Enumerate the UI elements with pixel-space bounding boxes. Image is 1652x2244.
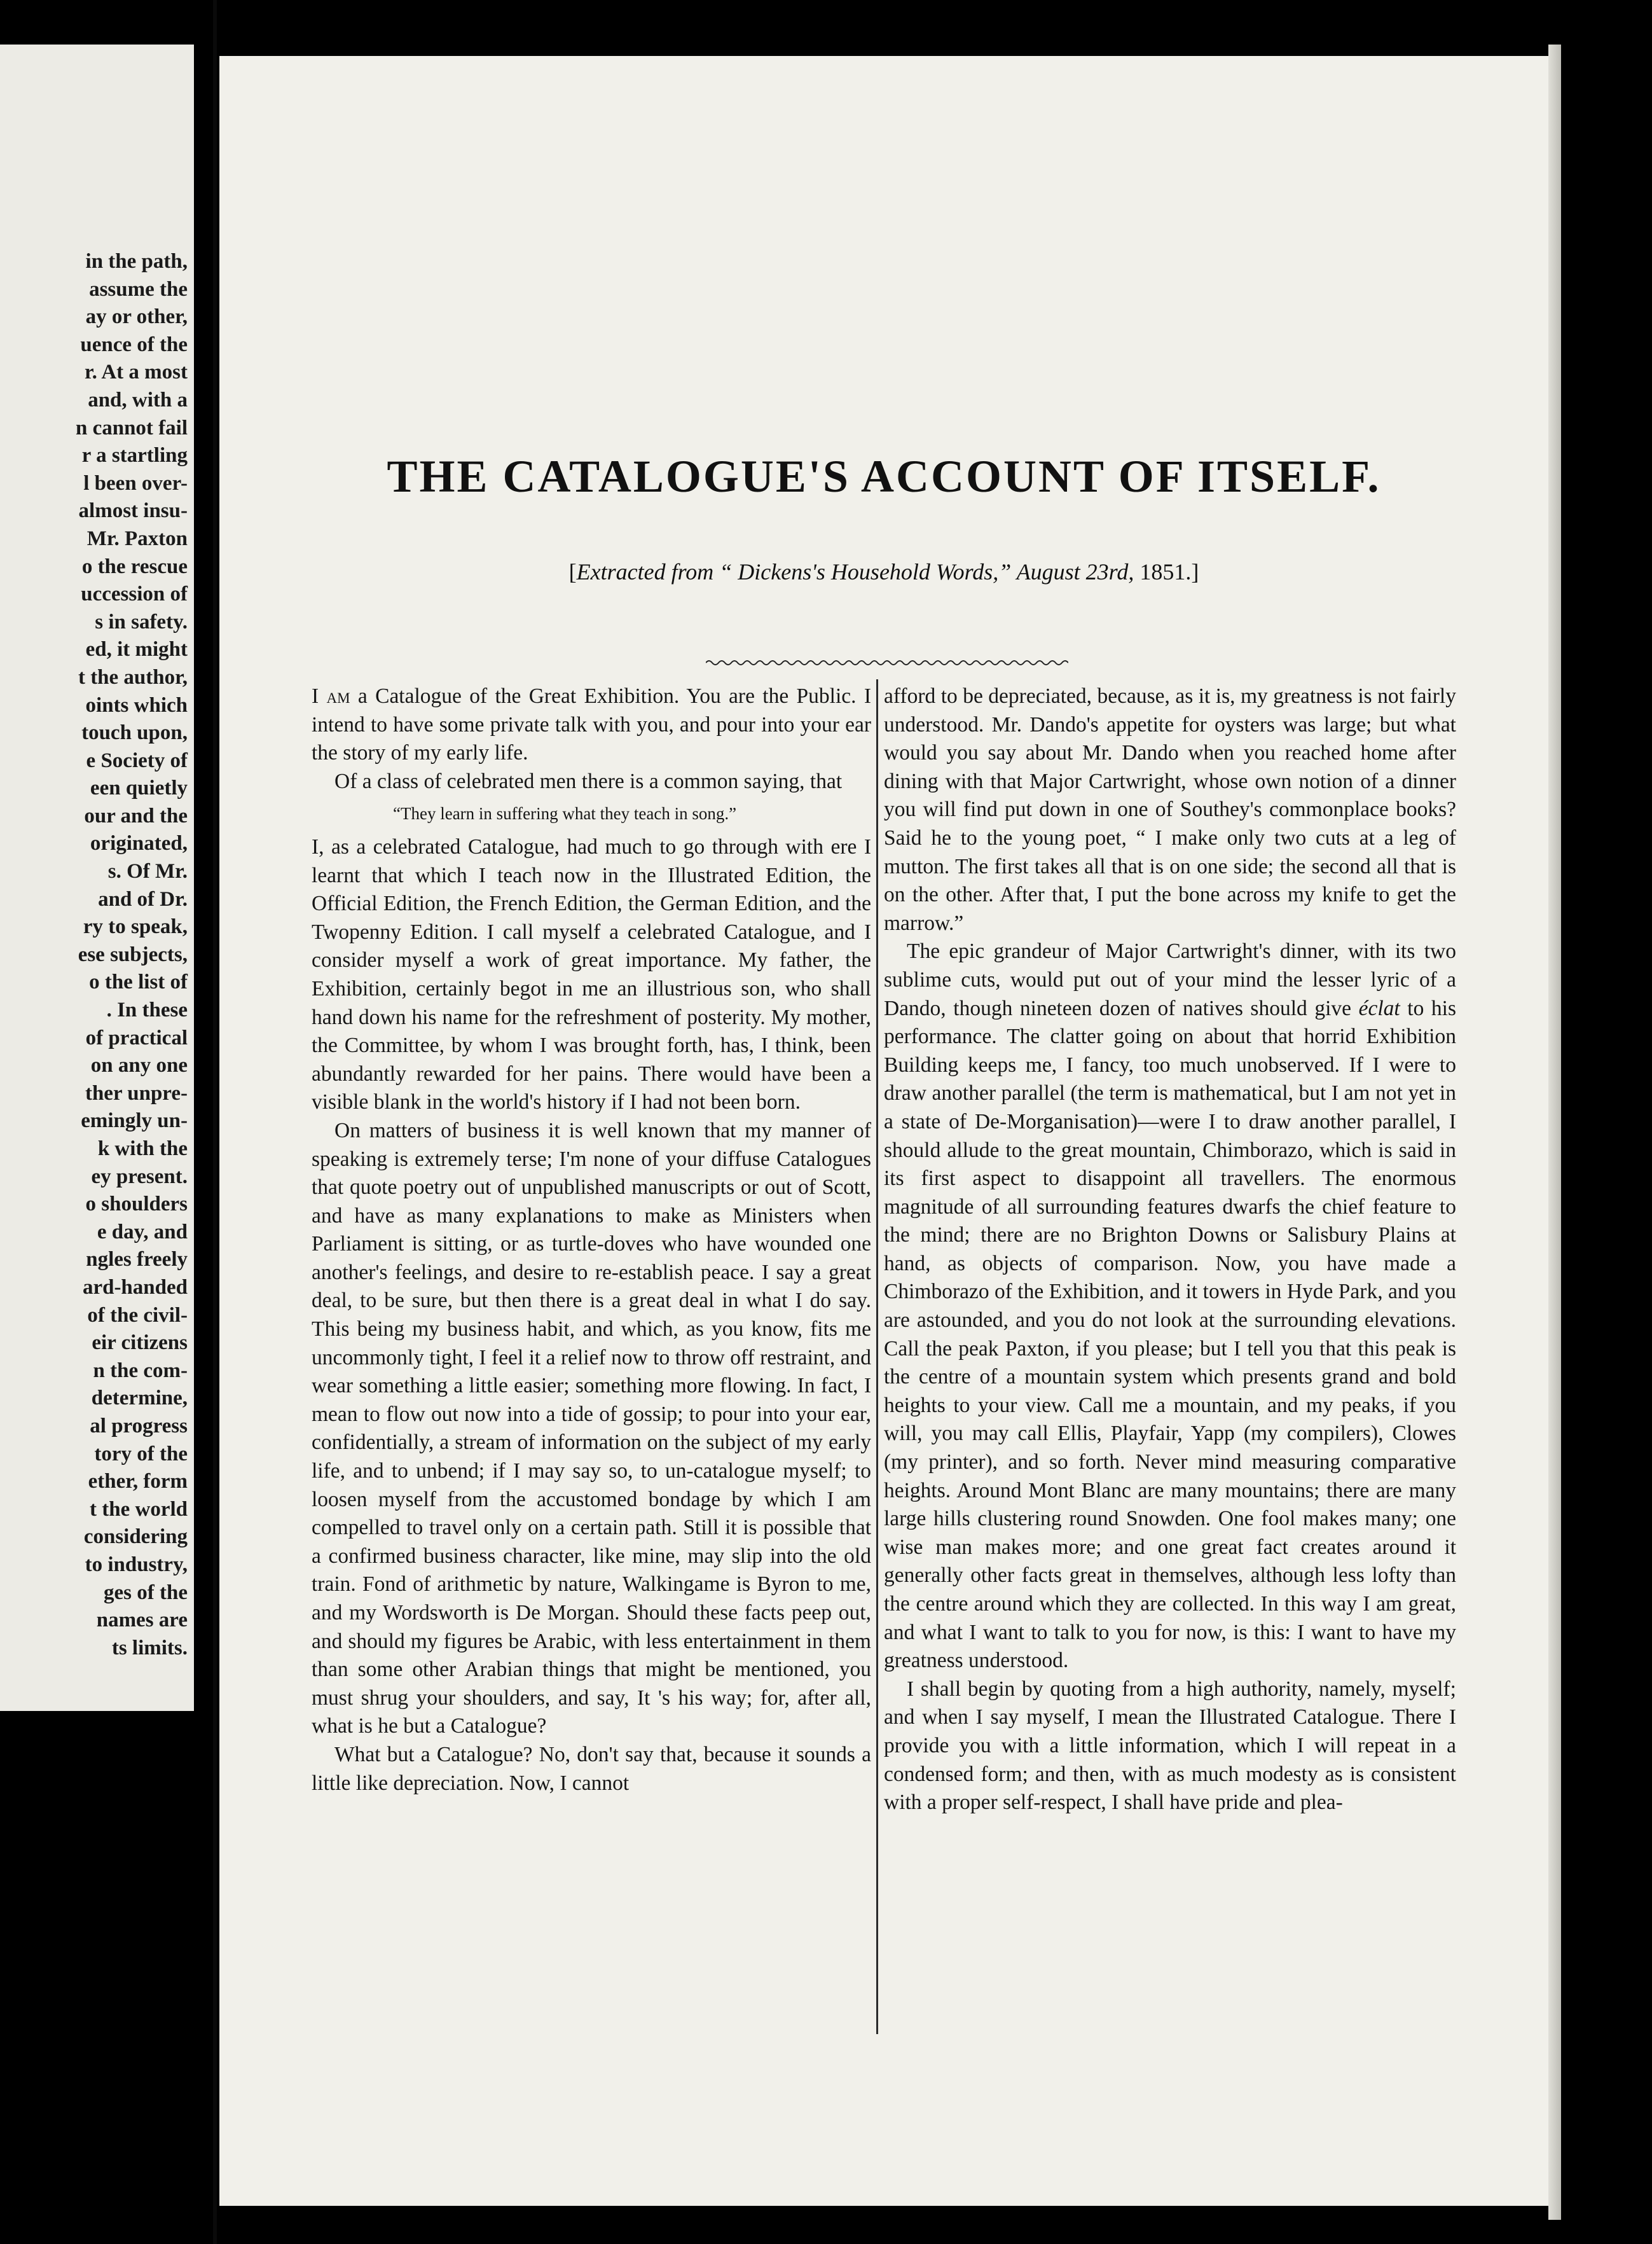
subtitle-bracket-open: [ bbox=[568, 559, 577, 585]
facing-page-line: to industry, bbox=[85, 1553, 188, 1576]
facing-page-line: almost insu- bbox=[78, 499, 188, 523]
gutter-line bbox=[213, 0, 217, 2244]
facing-page-line: eir citizens bbox=[92, 1331, 188, 1355]
facing-page-line: Mr. Paxton bbox=[86, 527, 188, 550]
page-edge bbox=[1548, 45, 1561, 2220]
paragraph-5: What but a Catalogue? No, don't say that, because it sounds a little like depreciation. Now, I cannot bbox=[312, 1742, 871, 1795]
facing-page-line: o shoulders bbox=[85, 1193, 188, 1216]
facing-page-line: l been over- bbox=[83, 471, 188, 495]
left-column bbox=[312, 682, 871, 1797]
facing-page-line: r a startling bbox=[81, 444, 188, 468]
paragraph-1-text: a Catalogue of the Great Exhibition. You are the Public. I intend to have some private talk with you, and pour into your ear the story of my early life. bbox=[312, 684, 872, 765]
facing-page-line: our and the bbox=[84, 804, 188, 828]
facing-page bbox=[0, 45, 194, 1711]
facing-page-line: ts limits. bbox=[111, 1636, 188, 1659]
facing-page-line: o the rescue bbox=[81, 555, 188, 578]
facing-page-line: considering bbox=[83, 1525, 188, 1549]
opening-words: I am bbox=[312, 684, 350, 708]
facing-page-line: t the author, bbox=[78, 665, 188, 689]
facing-page-line: on any one bbox=[90, 1054, 188, 1077]
decorative-rule bbox=[706, 656, 1068, 669]
facing-page-line: een quietly bbox=[90, 777, 188, 800]
facing-page-line: e Society of bbox=[86, 749, 188, 772]
facing-page-line: of practical bbox=[85, 1026, 188, 1049]
paragraph-7-text-a: The epic grandeur of Major Cartwright's dinner, with its two sublime cuts, would put out of your mind the lesser lyric of a Dando, though nineteen dozen of natives should give bbox=[884, 939, 1456, 1020]
paragraph-7-italic: éclat bbox=[1358, 996, 1400, 1020]
facing-page-line: touch upon, bbox=[81, 721, 188, 745]
facing-page-line: . In these bbox=[106, 999, 188, 1022]
facing-page-line: ed, it might bbox=[85, 638, 188, 661]
paragraph-3: I, as a celebrated Catalogue, had much to go through with ere I learnt that which I teach now in the Illustrated Edition, the Official Edition, the French Edition, the German Edition, and the Twopenny Edition. I call myself a celebrated Catalogue, and I consider myself a work of great importance. My father, the Exhibition, certainly begot in me an illustrious son, who shall hand down his name for the refreshment of posterity. My mother, the Committee, by whom I was brought forth, has, I think, been abundantly rewarded for her pains. There would have been a visible blank in the world's history if I had not been born. bbox=[312, 835, 871, 1114]
paragraph-4: On matters of business it is well known that my manner of speaking is extremely terse; I'm none of your diffuse Catalogues that quote poetry out of unpublished manuscripts or out of Scott, and have as many explanations to make as Ministers when Parliament is sitting, or as turtle-doves who have wounded one another's feelings, and desire to re-establish peace. I say a great deal, to be sure, but then there is a great deal in what I do say. This being my business habit, and which, as you know, fits me uncommonly tight, I feel it a relief now to throw off restraint, and wear something a little easier; something more flowing. In fact, I mean to flow out now into a tide of gossip; to pour into your ear, confidentially, a stream of information on the subject of my early life, and to unbend; if I may say so, to un-catalogue myself; to loosen myself from the accustomed bondage by which I am compelled to travel only on a certain path. Still it is possible that a confirmed business character, like mine, may slip into the old train. Fond of arithmetic by nature, Walkingame is Byron to me, and my Wordsworth is De Morgan. Should these facts peep out, and should my figures be Arabic, with less entertainment in them than some other Arabian things that might be mentioned, you must shrug your shoulders, and say, It 's his way; for, after all, what is he but a Catalogue? bbox=[312, 1118, 871, 1738]
facing-page-line: t the world bbox=[90, 1497, 188, 1521]
facing-page-line: n the com- bbox=[93, 1359, 188, 1382]
paragraph-7-text-b: to his performance. The clatter going on about that horrid Exhibition Building keeps me, I fancy, too much unobserved. If I were to draw another parallel (the term is mathematical, but I am not yet in a state of De-Morganisation)—were I to draw another parallel, I should allude to the great mountain, Chimborazo, which is said in its first aspect to disappoint all travellers. The enormous magnitude of all surrounding features dwarfs the chief feature to the mind; there are no Brighton Downs or Salisbury Plains at hand, as objects of comparison. Now, you have made a Chimborazo of the Exhibition, and it towers in Hyde Park, and you are astounded, and you do not look at the surrounding elevations. Call the peak Paxton, if you please; but I tell you that this peak is the centre of a mountain system which presents grand and bold heights to your view. Call me a mountain, and my peaks, if you will, you may call Ellis, Playfair, Yapp (my compilers), Clowes (my printer), and so forth. Never mind measuring comparative heights. Around Mont Blanc are many mountains; there are many large hills clustering round Snowden. One fool makes many; one wise man makes more; and one great fact creates around it generally other facts great in themselves, although less lofty than the centre around which they are collected. In this way I am great, and what I want to talk to you for now, is this: I want to have my greatness understood. bbox=[884, 996, 1456, 1673]
facing-page-line: k with the bbox=[97, 1137, 188, 1160]
facing-page-line: names are bbox=[96, 1609, 188, 1632]
facing-page-line: ges of the bbox=[104, 1581, 188, 1604]
column-divider bbox=[876, 679, 878, 2034]
facing-page-line: r. At a most bbox=[85, 361, 188, 384]
article-subtitle bbox=[219, 558, 1548, 585]
facing-page-line: n cannot fail bbox=[75, 416, 188, 440]
main-page bbox=[219, 56, 1548, 2206]
facing-page-line: s. Of Mr. bbox=[107, 860, 188, 883]
facing-page-line: and, with a bbox=[88, 388, 188, 412]
subtitle-source: Extracted from “ Dickens's Household Words,” August 23rd, bbox=[576, 559, 1134, 585]
article-title: THE CATALOGUE'S ACCOUNT OF ITSELF. bbox=[387, 451, 1381, 502]
facing-page-line: ese subjects, bbox=[78, 943, 188, 966]
paragraph-6: afford to be depreciated, because, as it is, my greatness is not fairly understood. Mr. Dando's appetite for oysters was large; but what would you say about Mr. Dando when you reached home after dining with that Major Cartwright, whose own notion of a dinner you will find put down in one of Southey's commonplace books? Said he to the young poet, “ I make only two cuts at a leg of mutton. The first takes all that is on one side; the second all that is on the other. After that, I put the bone across my knife to get the marrow.” bbox=[884, 684, 1456, 935]
subtitle-year: 1851.] bbox=[1134, 559, 1199, 585]
facing-page-line: al progress bbox=[90, 1414, 188, 1437]
facing-page-line: ard-handed bbox=[82, 1275, 188, 1299]
facing-page-line: ther unpre- bbox=[85, 1081, 188, 1105]
facing-page-line: tory of the bbox=[94, 1442, 188, 1465]
paragraph-2: Of a class of celebrated men there is a common saying, that bbox=[334, 769, 843, 793]
facing-page-line: in the path, bbox=[85, 250, 188, 273]
facing-page-line: emingly un- bbox=[81, 1109, 188, 1133]
facing-page-text bbox=[0, 248, 188, 1662]
facing-page-line: ay or other, bbox=[85, 305, 188, 329]
facing-page-line: ether, form bbox=[88, 1470, 188, 1493]
facing-page-line: determine, bbox=[91, 1387, 188, 1410]
facing-page-line: of the civil- bbox=[87, 1303, 188, 1327]
facing-page-line: uccession of bbox=[81, 583, 188, 606]
facing-page-line: uence of the bbox=[80, 333, 188, 356]
paragraph-7 bbox=[884, 938, 1456, 1675]
facing-page-line: assume the bbox=[89, 277, 188, 301]
facing-page-line: ngles freely bbox=[86, 1248, 188, 1271]
facing-page-line: ey present. bbox=[91, 1165, 188, 1188]
facing-page-line: originated, bbox=[90, 832, 188, 855]
facing-page-line: o the list of bbox=[89, 971, 188, 994]
epigraph-quote: “They learn in suffering what they teach in song.” bbox=[393, 804, 737, 824]
facing-page-line: and of Dr. bbox=[98, 887, 188, 911]
facing-page-line: oints which bbox=[85, 693, 188, 717]
paragraph-8: I shall begin by quoting from a high authority, namely, myself; and when I say myself, I mean the Illustrated Catalogue. There I provide you with a little information, which I will repeat in a condensed form; and then, with as much modesty as is consistent with a proper self-respect, I shall have pride and plea- bbox=[884, 1677, 1456, 1815]
facing-page-line: e day, and bbox=[97, 1220, 188, 1243]
paragraph-1 bbox=[312, 682, 871, 768]
facing-page-line: ry to speak, bbox=[83, 915, 188, 939]
facing-page-line: s in safety. bbox=[95, 610, 188, 634]
right-column bbox=[884, 682, 1456, 1817]
